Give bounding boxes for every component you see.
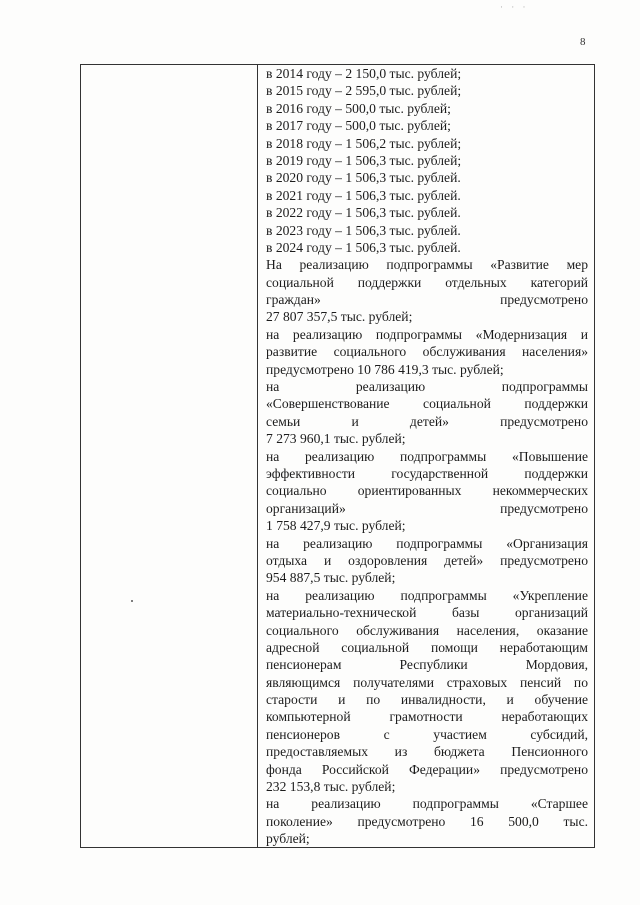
paragraph-line: на реализацию подпрограммы «Повышение	[266, 448, 588, 464]
budget-year-line: в 2022 году – 1 506,3 тыс. рублей.	[266, 205, 461, 221]
paragraph-line: организаций» предусмотрено	[266, 500, 588, 516]
paragraph-line: являющимся получателями страховых пенсий по	[266, 674, 588, 690]
paragraph-line: отдыха и оздоровления детей» предусмотрено	[266, 552, 588, 568]
subprogram-paragraph	[266, 795, 588, 847]
budget-year-line: в 2020 году – 1 506,3 тыс. рублей.	[266, 170, 461, 186]
paragraph-line: развитие социального обслуживания населения»	[266, 344, 588, 360]
paragraph-line: эффективности государственной поддержки	[266, 465, 588, 481]
paragraph-last-line: 1 758 427,9 тыс. рублей;	[266, 518, 406, 534]
budget-year-line: в 2016 году – 500,0 тыс. рублей;	[266, 100, 451, 116]
document-table	[80, 64, 595, 848]
subprogram-paragraph	[266, 587, 588, 796]
paragraph-line: На реализацию подпрограммы «Развитие мер	[266, 257, 588, 273]
paragraph-line: компьютерной грамотности неработающих	[266, 709, 588, 725]
paragraph-last-line: 27 807 357,5 тыс. рублей;	[266, 309, 413, 325]
budget-year-line: в 2019 году – 1 506,3 тыс. рублей;	[266, 152, 462, 168]
page-number: 8	[580, 36, 586, 48]
paragraph-line: социальной поддержки отдельных категорий	[266, 274, 588, 290]
column-divider	[257, 65, 258, 847]
subprogram-paragraph	[266, 448, 588, 535]
table-right-column	[266, 65, 588, 848]
paragraph-line: граждан» предусмотрено	[266, 292, 588, 308]
budget-year-line: в 2014 году – 2 150,0 тыс. рублей;	[266, 66, 462, 81]
subprogram-paragraph	[266, 326, 588, 378]
paragraph-last-line: 954 887,5 тыс. рублей;	[266, 570, 396, 586]
paragraph-last-line: предусмотрено 10 786 419,3 тыс. рублей;	[266, 361, 504, 377]
scan-artifact: · · ·	[500, 2, 529, 12]
budget-year-line: в 2021 году – 1 506,3 тыс. рублей.	[266, 187, 461, 203]
budget-year-line: в 2018 году – 1 506,2 тыс. рублей;	[266, 135, 462, 151]
paragraph-line: предоставляемых из бюджета Пенсионного	[266, 744, 588, 760]
budget-year-line: в 2015 году – 2 595,0 тыс. рублей;	[266, 83, 462, 99]
paragraph-line: на реализацию подпрограммы	[266, 379, 588, 395]
subprogram-paragraph	[266, 256, 588, 326]
paragraph-line: старости и по инвалидности, и обучение	[266, 692, 588, 708]
paragraph-line: семьи и детей» предусмотрено	[266, 413, 588, 429]
paragraph-line: на реализацию подпрограммы «Модернизация и	[266, 326, 588, 342]
subprogram-paragraph	[266, 378, 588, 448]
paragraph-line: на реализацию подпрограммы «Старшее	[266, 796, 588, 812]
paragraph-line: «Совершенствование социальной поддержки	[266, 396, 588, 412]
paragraph-line: социального обслуживания населения, оказание	[266, 622, 588, 638]
paragraph-last-line: рублей;	[266, 831, 310, 847]
paragraph-line: поколение» предусмотрено 16 500,0 тыс.	[266, 813, 588, 829]
paragraph-line: материально-технической базы организаций	[266, 605, 588, 621]
paragraph-line: на реализацию подпрограммы «Организация	[266, 535, 588, 551]
subprogram-paragraph	[266, 535, 588, 587]
paragraph-line: пенсионерам Республики Мордовия,	[266, 657, 588, 673]
paragraph-line: на реализацию подпрограммы «Укрепление	[266, 587, 588, 603]
paragraph-last-line: 7 273 960,1 тыс. рублей;	[266, 431, 406, 447]
paragraph-last-line: 232 153,8 тыс. рублей;	[266, 779, 396, 795]
budget-by-year-list	[266, 65, 588, 256]
budget-year-line: в 2017 году – 500,0 тыс. рублей;	[266, 118, 451, 134]
paragraph-line: адресной социальной помощи неработающим	[266, 639, 588, 655]
paragraph-line: пенсионеров с участием субсидий,	[266, 726, 588, 742]
budget-year-line: в 2024 году – 1 506,3 тыс. рублей.	[266, 239, 461, 255]
budget-year-line: в 2023 году – 1 506,3 тыс. рублей.	[266, 222, 461, 238]
subprogram-list	[266, 256, 588, 847]
paragraph-line: фонда Российской Федерации» предусмотрено	[266, 761, 588, 777]
paragraph-line: социально ориентированных некоммерческих	[266, 483, 588, 499]
